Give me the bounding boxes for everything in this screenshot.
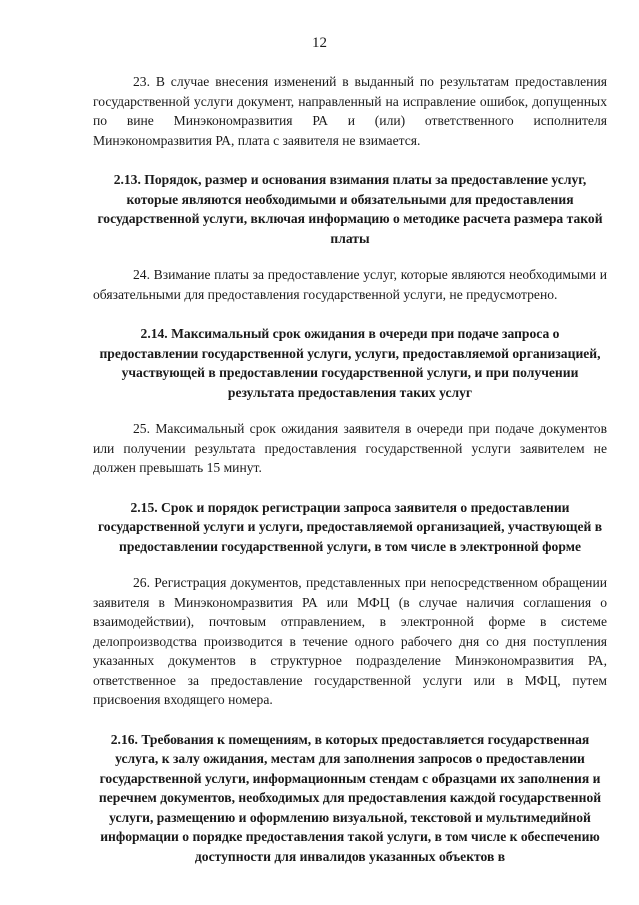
section-heading-2-13: 2.13. Порядок, размер и основания взимания платы за предоставление услуг, которые являются необходимыми и обязательными для предоставления государственной услуги, включая информацию о методике расчета размера такой платы xyxy=(97,172,603,246)
section-heading-2-16: 2.16. Требования к помещениям, в которых предоставляется государственная услуга, к залу ожидания, местам для заполнения запросов о предоставлении государственной услуги, информационным стендам с образцами их заполнения и перечнем документов, необходимых для предоставления каждой государственной услуги, размещению и оформлению визуальной, текстовой и мультимедийной информации о порядке предоставления такой услуги, в том числе к обеспечению доступности для инвалидов указанных объектов в xyxy=(98,731,602,864)
section-heading-2-15: 2.15. Срок и порядок регистрации запроса заявителя о предоставлении государственной услуги и услуги, предоставляемой организацией, участвующей в предоставлении государственной услуги, в том числе в электронной форме xyxy=(97,499,603,554)
paragraph-26: 26. Регистрация документов, представленных при непосредственном обращении заявителя в Минэкономразвития РА или МФЦ (в случае наличия соглашения о взаимодействии), почтовым отправлением, в электронной форме в системе делопроизводства производится в течение одного рабочего дня со дня поступления указанных документов в структурное подразделение Минэкономразвития РА, ответственное за предоставление государственной услуги или в МФЦ, путем присвоения входящего номера. xyxy=(93,575,607,707)
paragraph-23: 23. В случае внесения изменений в выданный по результатам предоставления государственной услуги документ, направленный на исправление ошибок, допущенных по вине Минэкономразвития РА и (или) ответственного исполнителя Минэкономразвития РА, плата с заявителя не взимается. xyxy=(93,74,607,148)
paragraph-24: 24. Взимание платы за предоставление услуг, которые являются необходимыми и обязательными для предоставления государственной услуги, не предусмотрено. xyxy=(93,267,607,302)
section-heading-2-14: 2.14. Максимальный срок ожидания в очереди при подаче запроса о предоставлении государственной услуги, услуги, предоставляемой организацией, участвующей в предоставлении государственной услуги, и при получении результата предоставления таких услуг xyxy=(99,326,601,400)
document-body xyxy=(93,72,607,866)
page-number: 12 xyxy=(312,35,327,51)
paragraph-25: 25. Максимальный срок ожидания заявителя в очереди при подаче документов или получении результата предоставления государственной услуги заявителем не должен превышать 15 минут. xyxy=(93,421,607,475)
